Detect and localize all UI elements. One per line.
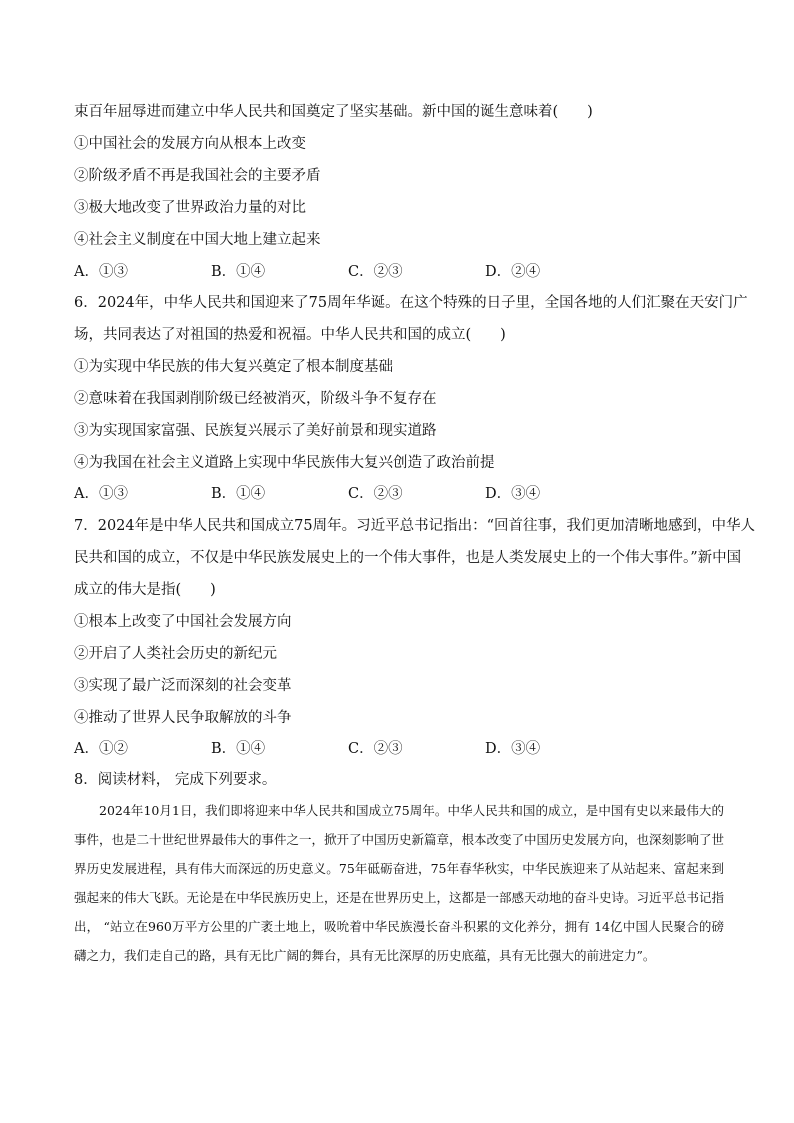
q7-stem-line-1: 7．2024年是中华人民共和国成立75周年。习近平总书记指出：“回首往事，我们更加清晰地感到，中华人 bbox=[74, 518, 755, 534]
q7-stem-line-2: 民共和国的成立，不仅是中华民族发展史上的一个伟大事件，也是人类发展史上的一个伟大事件。”新中国 bbox=[74, 550, 742, 566]
q8-material-passage: 2024年10月1日，我们即将迎来中华人民共和国成立75周年。中华人民共和国的成立，是中国有史以来最伟大的事件，也是二十世纪世界最伟大的事件之一，掀开了中国历史新篇章，根本改变了中国历史发展方向，也深刻影响了世界历史发展进程，具有伟大而深远的历史意义。75年砥砺奋进，75年春华秋实，中华民族迎来了从站起来、富起来到强起来的伟大飞跃。无论是在中华民族历史上，还是在世界历史上，这都是一部感天动地的奋斗史诗。习近平总书记指出， “站立在960万平方公里的广袤土地上，吸吮着中华民族漫长奋斗积累的文化养分，拥有 14亿中国人民聚合的磅礴之力，我们走自己的路，具有无比广阔的舞台，具有无比深厚的历史底蕴，具有无比强大的前进定力”。 bbox=[74, 803, 725, 963]
q6-option-a[interactable]: A．①③ bbox=[74, 486, 128, 502]
q6-option-d[interactable]: D．③④ bbox=[485, 486, 541, 502]
q6-item-4: ④为我国在社会主义道路上实现中华民族伟大复兴创造了政治前提 bbox=[74, 455, 495, 471]
q6-option-b[interactable]: B．①④ bbox=[211, 486, 266, 502]
q5-option-b[interactable]: B．①④ bbox=[211, 264, 266, 280]
q7-item-4: ④推动了世界人民争取解放的斗争 bbox=[74, 710, 292, 726]
q7-item-1: ①根本上改变了中国社会发展方向 bbox=[74, 614, 292, 630]
q7-stem-line-3: 成立的伟大是指( ) bbox=[74, 582, 216, 598]
q6-stem-line-1: 6．2024年，中华人民共和国迎来了75周年华诞。在这个特殊的日子里，全国各地的人们汇聚在天安门广 bbox=[74, 295, 748, 311]
q5-option-c[interactable]: C．②③ bbox=[348, 264, 403, 280]
q7-item-2: ②开启了人类社会历史的新纪元 bbox=[74, 646, 277, 662]
q5-item-3: ③极大地改变了世界政治力量的对比 bbox=[74, 200, 306, 216]
q7-option-d[interactable]: D．③④ bbox=[485, 741, 541, 757]
q5-option-d[interactable]: D．②④ bbox=[485, 264, 541, 280]
q8-stem: 8．阅读材料， 完成下列要求。 bbox=[74, 772, 277, 788]
q6-item-3: ③为实现国家富强、民族复兴展示了美好前景和现实道路 bbox=[74, 423, 437, 439]
q6-item-2: ②意味着在我国剥削阶级已经被消灭，阶级斗争不复存在 bbox=[74, 391, 437, 407]
q5-item-4: ④社会主义制度在中国大地上建立起来 bbox=[74, 232, 321, 248]
q6-stem-line-2: 场，共同表达了对祖国的热爱和祝福。中华人民共和国的成立( ) bbox=[74, 327, 506, 343]
q7-item-3: ③实现了最广泛而深刻的社会变革 bbox=[74, 678, 292, 694]
q5-stem: 束百年屈辱进而建立中华人民共和国奠定了坚实基础。新中国的诞生意味着( ) bbox=[74, 104, 593, 120]
q6-option-c[interactable]: C．②③ bbox=[348, 486, 403, 502]
q7-option-c[interactable]: C．②③ bbox=[348, 741, 403, 757]
q6-item-1: ①为实现中华民族的伟大复兴奠定了根本制度基础 bbox=[74, 359, 393, 375]
q5-option-a[interactable]: A．①③ bbox=[74, 264, 128, 280]
q5-item-2: ②阶级矛盾不再是我国社会的主要矛盾 bbox=[74, 168, 321, 184]
q7-option-b[interactable]: B．①④ bbox=[211, 741, 266, 757]
q7-option-a[interactable]: A．①② bbox=[74, 741, 128, 757]
q5-item-1: ①中国社会的发展方向从根本上改变 bbox=[74, 136, 306, 152]
